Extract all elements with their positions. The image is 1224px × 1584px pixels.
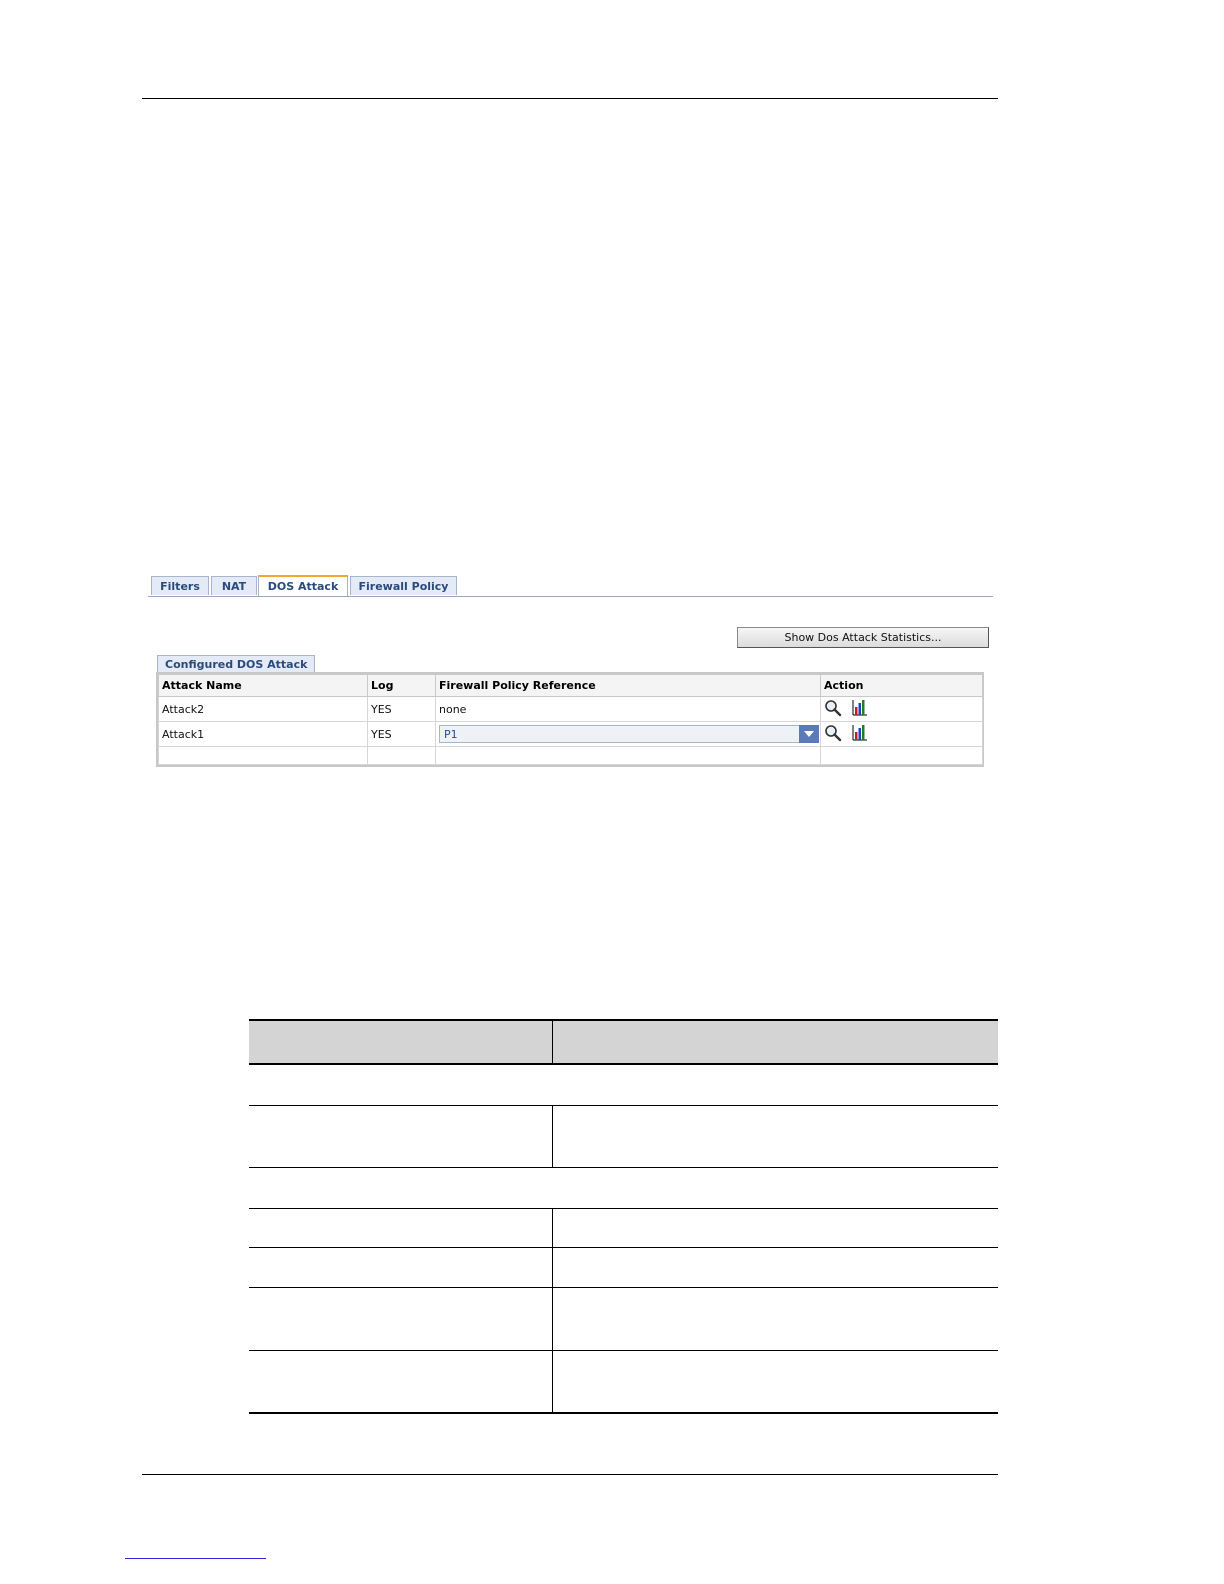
empty-cell xyxy=(368,747,436,765)
tab-nat[interactable]: NAT xyxy=(211,576,257,595)
policy-cell xyxy=(436,722,821,747)
grid-header-row xyxy=(159,675,983,697)
footer-link-underline[interactable] xyxy=(125,1558,266,1559)
document-table-rule xyxy=(249,1287,998,1288)
chevron-down-icon[interactable] xyxy=(799,725,819,743)
document-table-rule xyxy=(249,1208,998,1209)
attack-name-cell: Attack1 xyxy=(159,722,368,747)
tab-filters[interactable]: Filters xyxy=(151,576,209,595)
bar-chart-icon[interactable] xyxy=(852,724,868,744)
document-table-divider xyxy=(552,1208,553,1413)
column-header-firewall-policy-reference[interactable]: Firewall Policy Reference xyxy=(436,675,821,697)
tab-dos-attack[interactable]: DOS Attack xyxy=(258,575,348,596)
empty-cell xyxy=(821,747,983,765)
action-cell xyxy=(821,697,983,722)
document-table-rule xyxy=(249,1247,998,1248)
empty-cell xyxy=(436,747,821,765)
document-table-divider xyxy=(552,1019,553,1065)
bar-chart-icon[interactable] xyxy=(852,699,868,719)
document-table-divider xyxy=(552,1105,553,1167)
action-cell xyxy=(821,722,983,747)
empty-cell xyxy=(159,747,368,765)
policy-cell: none xyxy=(436,697,821,722)
log-cell: YES xyxy=(368,697,436,722)
firewall-policy-select-value: P1 xyxy=(444,727,458,741)
document-table-rule xyxy=(249,1105,998,1106)
document-table-header xyxy=(249,1019,998,1065)
tab-firewall-policy[interactable]: Firewall Policy xyxy=(350,576,457,595)
column-header-log[interactable]: Log xyxy=(368,675,436,697)
show-dos-attack-statistics-button[interactable]: Show Dos Attack Statistics... xyxy=(737,627,989,648)
dos-attack-grid xyxy=(156,672,984,767)
log-cell: YES xyxy=(368,722,436,747)
document-table-rule xyxy=(249,1412,998,1414)
tab-bar xyxy=(148,575,993,597)
column-header-action[interactable]: Action xyxy=(821,675,983,697)
firewall-policy-select[interactable] xyxy=(439,725,819,743)
attack-name-cell: Attack2 xyxy=(159,697,368,722)
table-row[interactable] xyxy=(159,722,983,747)
document-table-rule xyxy=(249,1167,998,1168)
page-header-rule xyxy=(142,98,998,99)
page-footer-rule xyxy=(142,1474,998,1475)
table-row-empty xyxy=(159,747,983,765)
column-header-attack-name[interactable]: Attack Name xyxy=(159,675,368,697)
document-table-rule xyxy=(249,1350,998,1351)
table-row[interactable] xyxy=(159,697,983,722)
section-title-configured-dos-attack: Configured DOS Attack xyxy=(157,655,315,673)
magnifier-icon[interactable] xyxy=(824,724,842,745)
magnifier-icon[interactable] xyxy=(824,699,842,720)
